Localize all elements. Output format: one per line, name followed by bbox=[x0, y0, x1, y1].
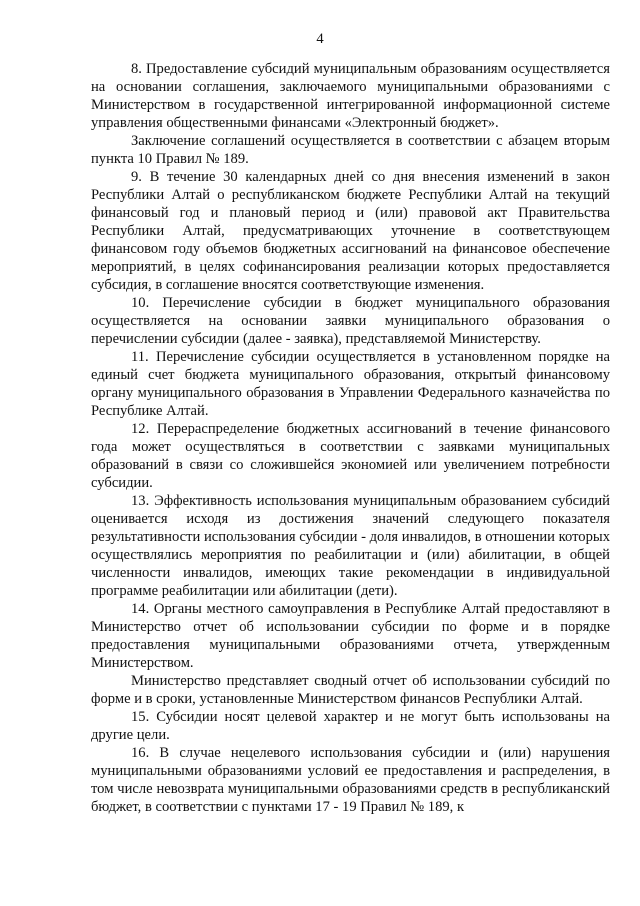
paragraph-8-agreements: Заключение соглашений осуществляется в соответствии с абзацем вторым пункта 10 Правил № 189. bbox=[91, 133, 610, 167]
paragraph-14-summary-report: Министерство представляет сводный отчет об использовании субсидий по форме и в сроки, установленные Министерством финансов Республики Алтай. bbox=[91, 673, 610, 707]
paragraph-13: 13. Эффективность использования муниципальным образованием субсидий оценивается исходя из достижения значений следующего показателя результативности использования субсидии - доля инвалидов, в отношении которых осуществлялись мероприятия по реабилитации и (или) абилитации, в общей численности инвалидов, имеющих такие рекомендации в индивидуальной программе реабилитации или абилитации (дети). bbox=[91, 493, 610, 599]
paragraph-11: 11. Перечисление субсидии осуществляется в установленном порядке на единый счет бюджета муниципального образования, открытый финансовому органу муниципального образования в Управлении Федерального казначейства по Республике Алтай. bbox=[91, 349, 610, 419]
paragraph-8: 8. Предоставление субсидий муниципальным образованиям осуществляется на основании соглашения, заключаемого муниципальными образованиями с Министерством в государственной интегрированной информационной системе управления общественными финансами «Электронный бюджет». bbox=[91, 61, 610, 131]
page-number: 4 bbox=[316, 31, 324, 47]
paragraph-10: 10. Перечисление субсидии в бюджет муниципального образования осуществляется на основании заявки муниципального образования о перечислении субсидии (далее - заявка), представляемой Министерству. bbox=[91, 295, 610, 347]
paragraph-16: 16. В случае нецелевого использования субсидии и (или) нарушения муниципальными образованиями условий ее предоставления и распределения, в том числе невозврата муниципальными образованиями средств в республиканский бюджет, в соответствии с пунктами 17 - 19 Правил № 189, к bbox=[91, 745, 610, 815]
paragraph-15: 15. Субсидии носят целевой характер и не могут быть использованы на другие цели. bbox=[91, 709, 610, 743]
paragraph-9: 9. В течение 30 календарных дней со дня внесения изменений в закон Республики Алтай о республиканском бюджете Республики Алтай на текущий финансовый год и плановый период и (или) правовой акт Правительства Республики Алтай, предусматривающих уточнение в соответствующем финансовом году объемов бюджетных ассигнований на финансовое обеспечение мероприятий, в целях софинансирования реализации которых предоставляется субсидия, в соглашение вносятся соответствующие изменения. bbox=[91, 169, 610, 293]
paragraph-14: 14. Органы местного самоуправления в Республике Алтай предоставляют в Министерство отчет об использовании субсидии по форме и в порядке предоставления муниципальными образованиями отчета, утвержденным Министерством. bbox=[91, 601, 610, 671]
document-body bbox=[91, 60, 610, 816]
paragraph-12: 12. Перераспределение бюджетных ассигнований в течение финансового года может осуществляться в соответствии с заявками муниципальных образований в связи со сложившейся экономией или увеличением потребности субсидии. bbox=[91, 421, 610, 491]
